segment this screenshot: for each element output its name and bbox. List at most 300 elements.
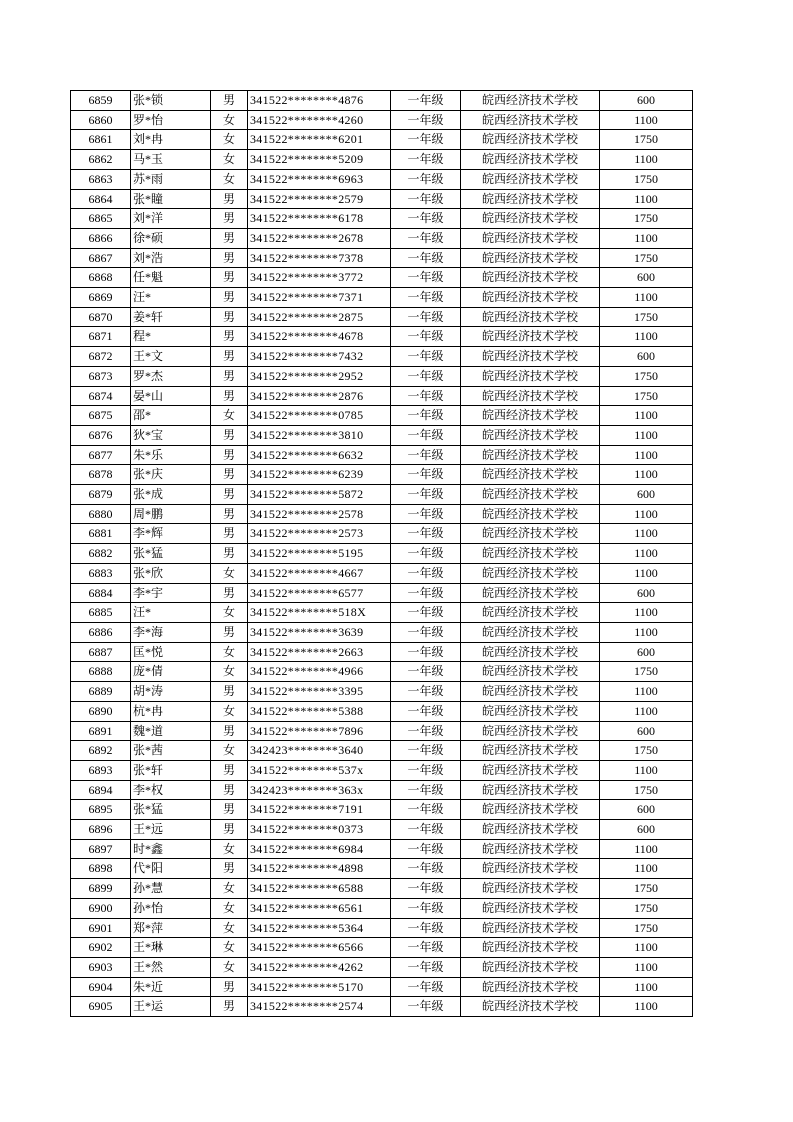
cell-school: 皖西经济技术学校	[461, 603, 600, 623]
cell-name: 魏*道	[131, 721, 211, 741]
cell-school: 皖西经济技术学校	[461, 386, 600, 406]
cell-id_number: 341522********4898	[248, 859, 391, 879]
cell-school: 皖西经济技术学校	[461, 859, 600, 879]
cell-id: 6869	[71, 288, 131, 308]
cell-amount: 600	[600, 91, 693, 111]
cell-id_number: 341522********2875	[248, 307, 391, 327]
cell-gender: 男	[211, 445, 248, 465]
table-row	[71, 209, 693, 229]
cell-name: 狄*宝	[131, 425, 211, 445]
cell-amount: 1100	[600, 957, 693, 977]
table-row	[71, 800, 693, 820]
table-row	[71, 879, 693, 899]
cell-grade: 一年级	[391, 820, 461, 840]
cell-school: 皖西经济技术学校	[461, 701, 600, 721]
cell-id_number: 341522********6984	[248, 839, 391, 859]
cell-id: 6883	[71, 563, 131, 583]
table-row	[71, 997, 693, 1017]
cell-id: 6901	[71, 918, 131, 938]
table-row	[71, 228, 693, 248]
cell-name: 罗*杰	[131, 366, 211, 386]
cell-id_number: 341522********7191	[248, 800, 391, 820]
cell-grade: 一年级	[391, 524, 461, 544]
cell-school: 皖西经济技术学校	[461, 425, 600, 445]
cell-gender: 男	[211, 386, 248, 406]
cell-name: 孙*怡	[131, 898, 211, 918]
cell-amount: 1750	[600, 307, 693, 327]
cell-name: 刘*冉	[131, 130, 211, 150]
cell-name: 王*琳	[131, 938, 211, 958]
cell-id_number: 341522********2952	[248, 366, 391, 386]
cell-gender: 女	[211, 603, 248, 623]
cell-id_number: 341522********6632	[248, 445, 391, 465]
cell-amount: 1750	[600, 366, 693, 386]
cell-name: 胡*涛	[131, 682, 211, 702]
cell-id: 6900	[71, 898, 131, 918]
cell-amount: 1750	[600, 898, 693, 918]
table-row	[71, 386, 693, 406]
cell-name: 张*瞳	[131, 189, 211, 209]
cell-name: 朱*近	[131, 977, 211, 997]
cell-gender: 男	[211, 248, 248, 268]
cell-id_number: 341522********0785	[248, 406, 391, 426]
cell-school: 皖西经济技术学校	[461, 977, 600, 997]
cell-grade: 一年级	[391, 839, 461, 859]
cell-school: 皖西经济技术学校	[461, 583, 600, 603]
cell-id_number: 341522********6561	[248, 898, 391, 918]
cell-amount: 1100	[600, 327, 693, 347]
cell-grade: 一年级	[391, 110, 461, 130]
cell-school: 皖西经济技术学校	[461, 406, 600, 426]
cell-amount: 1100	[600, 406, 693, 426]
cell-gender: 男	[211, 997, 248, 1017]
cell-school: 皖西经济技术学校	[461, 938, 600, 958]
cell-id: 6864	[71, 189, 131, 209]
cell-gender: 男	[211, 544, 248, 564]
table-row	[71, 721, 693, 741]
cell-id: 6881	[71, 524, 131, 544]
cell-id_number: 341522********6963	[248, 169, 391, 189]
cell-id: 6886	[71, 622, 131, 642]
cell-id_number: 341522********2573	[248, 524, 391, 544]
cell-amount: 1100	[600, 445, 693, 465]
cell-grade: 一年级	[391, 169, 461, 189]
cell-name: 晏*山	[131, 386, 211, 406]
cell-gender: 男	[211, 622, 248, 642]
cell-id: 6876	[71, 425, 131, 445]
cell-grade: 一年级	[391, 386, 461, 406]
cell-id: 6903	[71, 957, 131, 977]
cell-school: 皖西经济技术学校	[461, 563, 600, 583]
cell-id_number: 341522********3395	[248, 682, 391, 702]
cell-gender: 男	[211, 780, 248, 800]
cell-id_number: 341522********5388	[248, 701, 391, 721]
cell-grade: 一年级	[391, 642, 461, 662]
cell-amount: 1100	[600, 524, 693, 544]
cell-id: 6895	[71, 800, 131, 820]
cell-amount: 600	[600, 485, 693, 505]
cell-id_number: 341522********6178	[248, 209, 391, 229]
cell-name: 李*海	[131, 622, 211, 642]
cell-grade: 一年级	[391, 997, 461, 1017]
table-row	[71, 760, 693, 780]
cell-id_number: 341522********2579	[248, 189, 391, 209]
cell-school: 皖西经济技术学校	[461, 228, 600, 248]
cell-amount: 1750	[600, 879, 693, 899]
cell-name: 张*猛	[131, 800, 211, 820]
cell-id: 6887	[71, 642, 131, 662]
cell-grade: 一年级	[391, 918, 461, 938]
cell-gender: 男	[211, 524, 248, 544]
cell-grade: 一年级	[391, 662, 461, 682]
table-row	[71, 347, 693, 367]
cell-id: 6873	[71, 366, 131, 386]
cell-amount: 1100	[600, 189, 693, 209]
cell-amount: 1750	[600, 130, 693, 150]
cell-amount: 600	[600, 721, 693, 741]
table-row	[71, 603, 693, 623]
cell-grade: 一年级	[391, 859, 461, 879]
cell-name: 王*文	[131, 347, 211, 367]
cell-id: 6905	[71, 997, 131, 1017]
table-row	[71, 662, 693, 682]
cell-grade: 一年级	[391, 347, 461, 367]
table-row	[71, 504, 693, 524]
cell-id: 6899	[71, 879, 131, 899]
cell-name: 汪*	[131, 288, 211, 308]
cell-grade: 一年级	[391, 327, 461, 347]
cell-id: 6889	[71, 682, 131, 702]
cell-name: 张*锁	[131, 91, 211, 111]
cell-id: 6879	[71, 485, 131, 505]
table-row	[71, 977, 693, 997]
table-row	[71, 248, 693, 268]
cell-id_number: 341522********537x	[248, 760, 391, 780]
cell-gender: 女	[211, 150, 248, 170]
cell-grade: 一年级	[391, 150, 461, 170]
cell-id_number: 341522********3772	[248, 268, 391, 288]
cell-id: 6868	[71, 268, 131, 288]
cell-gender: 男	[211, 721, 248, 741]
cell-name: 周*鹏	[131, 504, 211, 524]
cell-name: 程*	[131, 327, 211, 347]
cell-id: 6877	[71, 445, 131, 465]
cell-amount: 600	[600, 800, 693, 820]
cell-grade: 一年级	[391, 268, 461, 288]
cell-grade: 一年级	[391, 504, 461, 524]
cell-school: 皖西经济技术学校	[461, 347, 600, 367]
cell-amount: 1750	[600, 741, 693, 761]
cell-id_number: 341522********2678	[248, 228, 391, 248]
cell-id_number: 341522********7896	[248, 721, 391, 741]
cell-gender: 女	[211, 642, 248, 662]
cell-id_number: 341522********5195	[248, 544, 391, 564]
cell-gender: 男	[211, 859, 248, 879]
cell-id: 6896	[71, 820, 131, 840]
cell-grade: 一年级	[391, 465, 461, 485]
cell-name: 徐*硕	[131, 228, 211, 248]
cell-grade: 一年级	[391, 741, 461, 761]
cell-amount: 1100	[600, 859, 693, 879]
cell-gender: 女	[211, 839, 248, 859]
cell-name: 王*然	[131, 957, 211, 977]
cell-amount: 1100	[600, 701, 693, 721]
cell-school: 皖西经济技术学校	[461, 800, 600, 820]
table-row	[71, 701, 693, 721]
table-row	[71, 563, 693, 583]
cell-amount: 1100	[600, 110, 693, 130]
cell-school: 皖西经济技术学校	[461, 485, 600, 505]
cell-gender: 男	[211, 288, 248, 308]
cell-id_number: 341522********3810	[248, 425, 391, 445]
table-row	[71, 938, 693, 958]
cell-school: 皖西经济技术学校	[461, 780, 600, 800]
cell-amount: 1750	[600, 209, 693, 229]
cell-gender: 男	[211, 977, 248, 997]
cell-school: 皖西经济技术学校	[461, 760, 600, 780]
cell-id: 6880	[71, 504, 131, 524]
table-row	[71, 327, 693, 347]
cell-name: 罗*怡	[131, 110, 211, 130]
cell-amount: 1750	[600, 662, 693, 682]
cell-id_number: 342423********363x	[248, 780, 391, 800]
cell-id: 6904	[71, 977, 131, 997]
cell-name: 任*魁	[131, 268, 211, 288]
cell-amount: 1750	[600, 169, 693, 189]
cell-school: 皖西经济技术学校	[461, 268, 600, 288]
cell-id_number: 341522********5872	[248, 485, 391, 505]
cell-grade: 一年级	[391, 603, 461, 623]
cell-name: 李*辉	[131, 524, 211, 544]
table-row	[71, 682, 693, 702]
cell-name: 张*轩	[131, 760, 211, 780]
cell-school: 皖西经济技术学校	[461, 307, 600, 327]
table-row	[71, 544, 693, 564]
cell-grade: 一年级	[391, 721, 461, 741]
table-row	[71, 898, 693, 918]
cell-name: 刘*洋	[131, 209, 211, 229]
cell-id_number: 341522********5209	[248, 150, 391, 170]
cell-gender: 女	[211, 741, 248, 761]
cell-school: 皖西经济技术学校	[461, 741, 600, 761]
cell-grade: 一年级	[391, 288, 461, 308]
table-row	[71, 169, 693, 189]
cell-gender: 男	[211, 800, 248, 820]
cell-id_number: 341522********3639	[248, 622, 391, 642]
cell-gender: 女	[211, 130, 248, 150]
cell-school: 皖西经济技术学校	[461, 997, 600, 1017]
cell-grade: 一年级	[391, 307, 461, 327]
cell-id_number: 341522********4876	[248, 91, 391, 111]
cell-id: 6872	[71, 347, 131, 367]
table-row	[71, 957, 693, 977]
cell-school: 皖西经济技术学校	[461, 820, 600, 840]
cell-name: 李*权	[131, 780, 211, 800]
cell-name: 代*阳	[131, 859, 211, 879]
cell-grade: 一年级	[391, 701, 461, 721]
cell-grade: 一年级	[391, 425, 461, 445]
cell-name: 张*庆	[131, 465, 211, 485]
cell-id_number: 341522********7432	[248, 347, 391, 367]
cell-grade: 一年级	[391, 563, 461, 583]
cell-amount: 600	[600, 642, 693, 662]
cell-id_number: 341522********2876	[248, 386, 391, 406]
table-row	[71, 780, 693, 800]
cell-amount: 1100	[600, 504, 693, 524]
cell-gender: 女	[211, 406, 248, 426]
cell-id_number: 341522********6577	[248, 583, 391, 603]
table-row	[71, 91, 693, 111]
cell-grade: 一年级	[391, 209, 461, 229]
cell-id_number: 341522********5364	[248, 918, 391, 938]
cell-amount: 1100	[600, 563, 693, 583]
cell-school: 皖西经济技术学校	[461, 445, 600, 465]
table-row	[71, 485, 693, 505]
cell-gender: 男	[211, 228, 248, 248]
cell-gender: 女	[211, 918, 248, 938]
table-row	[71, 189, 693, 209]
cell-amount: 1100	[600, 839, 693, 859]
cell-grade: 一年级	[391, 938, 461, 958]
cell-id: 6882	[71, 544, 131, 564]
student-table-body	[71, 91, 693, 1017]
student-funding-table	[70, 90, 693, 1017]
cell-id: 6890	[71, 701, 131, 721]
cell-amount: 600	[600, 347, 693, 367]
cell-school: 皖西经济技术学校	[461, 662, 600, 682]
table-row	[71, 918, 693, 938]
table-row	[71, 465, 693, 485]
cell-amount: 600	[600, 268, 693, 288]
cell-amount: 1100	[600, 622, 693, 642]
cell-id_number: 341522********5170	[248, 977, 391, 997]
cell-id_number: 341522********2578	[248, 504, 391, 524]
cell-amount: 1100	[600, 938, 693, 958]
cell-id: 6884	[71, 583, 131, 603]
cell-grade: 一年级	[391, 366, 461, 386]
cell-name: 张*猛	[131, 544, 211, 564]
cell-grade: 一年级	[391, 682, 461, 702]
cell-gender: 女	[211, 563, 248, 583]
cell-grade: 一年级	[391, 780, 461, 800]
cell-id: 6865	[71, 209, 131, 229]
table-row	[71, 741, 693, 761]
cell-gender: 男	[211, 465, 248, 485]
table-row	[71, 130, 693, 150]
cell-id: 6894	[71, 780, 131, 800]
cell-amount: 1100	[600, 603, 693, 623]
table-row	[71, 445, 693, 465]
cell-id_number: 341522********518X	[248, 603, 391, 623]
cell-gender: 男	[211, 425, 248, 445]
cell-id_number: 341522********4667	[248, 563, 391, 583]
cell-gender: 女	[211, 957, 248, 977]
cell-school: 皖西经济技术学校	[461, 327, 600, 347]
cell-name: 苏*雨	[131, 169, 211, 189]
cell-id: 6867	[71, 248, 131, 268]
cell-grade: 一年级	[391, 622, 461, 642]
cell-school: 皖西经济技术学校	[461, 957, 600, 977]
cell-gender: 男	[211, 327, 248, 347]
cell-id_number: 341522********4966	[248, 662, 391, 682]
table-row	[71, 110, 693, 130]
cell-school: 皖西经济技术学校	[461, 169, 600, 189]
cell-grade: 一年级	[391, 800, 461, 820]
cell-id: 6897	[71, 839, 131, 859]
cell-id: 6861	[71, 130, 131, 150]
cell-school: 皖西经济技术学校	[461, 721, 600, 741]
cell-school: 皖西经济技术学校	[461, 504, 600, 524]
cell-amount: 1100	[600, 544, 693, 564]
cell-id: 6871	[71, 327, 131, 347]
cell-gender: 男	[211, 209, 248, 229]
cell-name: 马*玉	[131, 150, 211, 170]
cell-school: 皖西经济技术学校	[461, 879, 600, 899]
cell-id: 6902	[71, 938, 131, 958]
cell-id: 6875	[71, 406, 131, 426]
cell-id: 6892	[71, 741, 131, 761]
cell-id_number: 341522********6239	[248, 465, 391, 485]
cell-id_number: 341522********2574	[248, 997, 391, 1017]
cell-school: 皖西经济技术学校	[461, 839, 600, 859]
cell-amount: 1100	[600, 465, 693, 485]
table-row	[71, 583, 693, 603]
cell-name: 郑*萍	[131, 918, 211, 938]
table-row	[71, 642, 693, 662]
cell-school: 皖西经济技术学校	[461, 366, 600, 386]
cell-grade: 一年级	[391, 485, 461, 505]
cell-grade: 一年级	[391, 406, 461, 426]
cell-id: 6888	[71, 662, 131, 682]
cell-id_number: 341522********6201	[248, 130, 391, 150]
table-row	[71, 622, 693, 642]
cell-id_number: 341522********4262	[248, 957, 391, 977]
cell-id: 6878	[71, 465, 131, 485]
cell-name: 张*欣	[131, 563, 211, 583]
cell-id: 6862	[71, 150, 131, 170]
cell-gender: 男	[211, 504, 248, 524]
cell-school: 皖西经济技术学校	[461, 524, 600, 544]
cell-gender: 女	[211, 898, 248, 918]
table-row	[71, 839, 693, 859]
cell-school: 皖西经济技术学校	[461, 130, 600, 150]
cell-amount: 1750	[600, 918, 693, 938]
cell-amount: 1100	[600, 682, 693, 702]
table-row	[71, 268, 693, 288]
cell-gender: 女	[211, 938, 248, 958]
cell-school: 皖西经济技术学校	[461, 898, 600, 918]
cell-id: 6891	[71, 721, 131, 741]
cell-id_number: 341522********4260	[248, 110, 391, 130]
cell-gender: 男	[211, 682, 248, 702]
table-row	[71, 406, 693, 426]
cell-name: 王*远	[131, 820, 211, 840]
cell-gender: 男	[211, 91, 248, 111]
cell-amount: 600	[600, 583, 693, 603]
cell-gender: 男	[211, 583, 248, 603]
cell-id: 6874	[71, 386, 131, 406]
cell-id: 6870	[71, 307, 131, 327]
cell-gender: 男	[211, 307, 248, 327]
cell-school: 皖西经济技术学校	[461, 642, 600, 662]
cell-id: 6893	[71, 760, 131, 780]
cell-id_number: 341522********6588	[248, 879, 391, 899]
table-row	[71, 150, 693, 170]
cell-school: 皖西经济技术学校	[461, 209, 600, 229]
cell-grade: 一年级	[391, 248, 461, 268]
cell-name: 张*成	[131, 485, 211, 505]
cell-gender: 男	[211, 820, 248, 840]
